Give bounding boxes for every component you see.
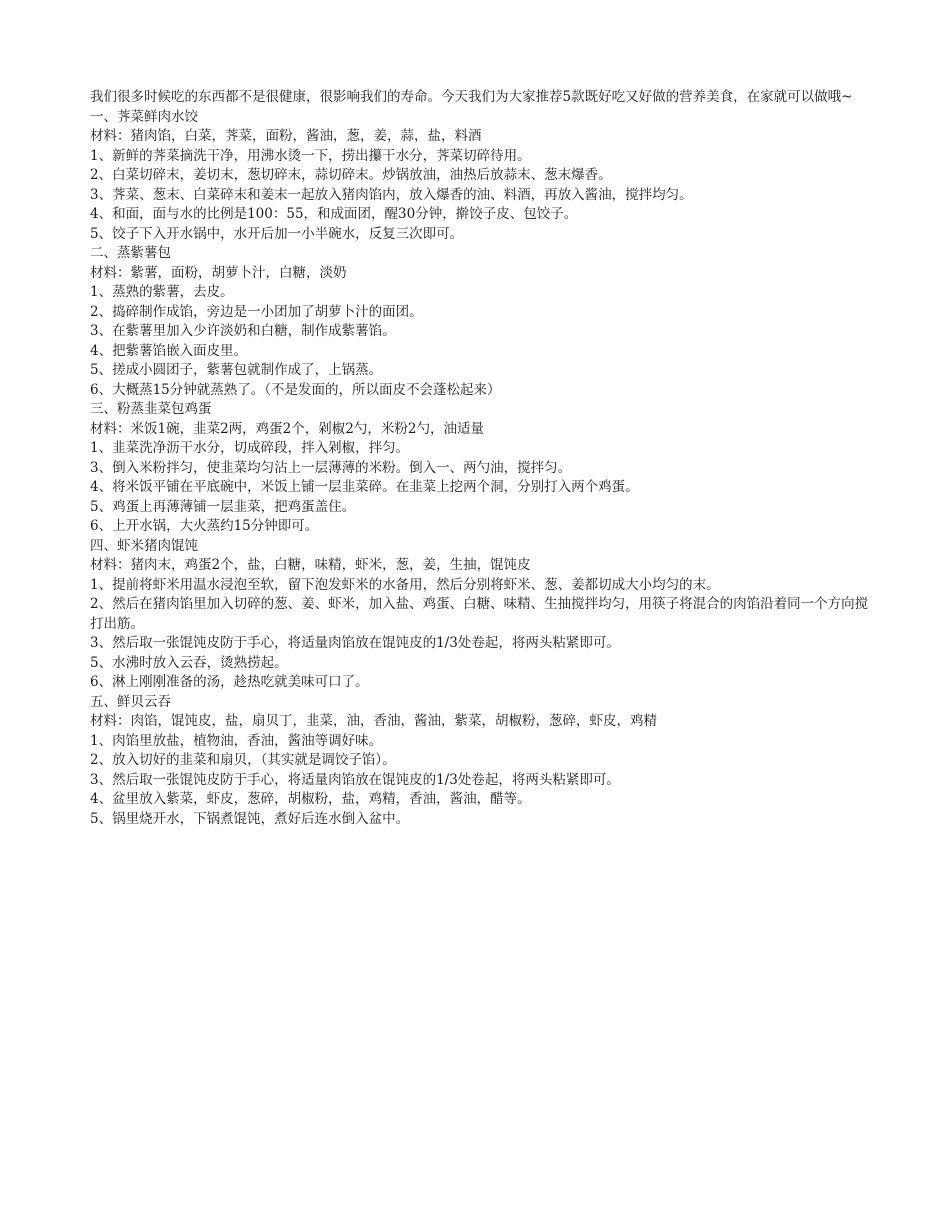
recipe-step: 6、大概蒸15分钟就蒸熟了。（不是发面的，所以面皮不会蓬松起来） <box>90 381 501 398</box>
recipe-step: 3、然后取一张馄饨皮防于手心，将适量肉馅放在馄饨皮的1/3处卷起，将两头粘紧即可。 <box>90 771 620 788</box>
recipe-step: 5、搓成小圆团子，紫薯包就制作成了，上锅蒸。 <box>90 362 383 378</box>
recipe-step: 4、盆里放入紫菜，虾皮，葱碎，胡椒粉，盐，鸡精，香油，酱油，醋等。 <box>90 791 531 807</box>
recipe-ingredients: 材料：猪肉末，鸡蛋2个，盐，白糖，味精，虾米，葱，姜，生抽，馄饨皮 <box>90 557 531 573</box>
recipe-step: 1、肉馅里放盐，植物油，香油，酱油等调好味。 <box>90 732 383 749</box>
recipe-step: 2、放入切好的韭菜和扇贝，（其实就是调饺子馅）。 <box>90 752 396 768</box>
recipe-step: 4、将米饭平铺在平底碗中，米饭上铺一层韭菜碎。在韭菜上挖两个洞，分别打入两个鸡蛋。 <box>90 479 639 495</box>
recipe-title: 三、粉蒸韭菜包鸡蛋 <box>90 401 212 417</box>
recipe-step: 5、水沸时放入云吞，烫熟捞起。 <box>90 654 288 671</box>
recipe-step: 1、新鲜的荠菜摘洗干净，用沸水烫一下，捞出攥干水分，荠菜切碎待用。 <box>90 147 531 164</box>
recipe-step: 5、锅里烧开水，下锅煮馄饨，煮好后连水倒入盆中。 <box>90 810 410 827</box>
recipe-section <box>90 244 870 400</box>
recipe-ingredients: 材料：肉馅，馄饨皮，盐，扇贝丁，韭菜，油，香油，酱油，紫菜，胡椒粉，葱碎，虾皮，鸡精 <box>90 713 657 729</box>
recipe-step: 4、和面，面与水的比例是100：55，和成面团，醒30分钟，擀饺子皮、包饺子。 <box>90 206 578 222</box>
intro-paragraph: 我们很多时候吃的东西都不是很健康，很影响我们的寿命。今天我们为大家推荐5款既好吃又好做的营养美食，在家就可以做哦~ <box>90 89 853 105</box>
recipe-step: 5、鸡蛋上再薄薄铺一层韭菜，把鸡蛋盖住。 <box>90 498 356 515</box>
document-body <box>90 88 870 829</box>
recipe-title: 一、荠菜鲜肉水饺 <box>90 108 198 125</box>
recipe-step: 3、然后取一张馄饨皮防于手心，将适量肉馅放在馄饨皮的1/3处卷起，将两头粘紧即可。 <box>90 635 620 651</box>
recipe-step: 3、在紫薯里加入少许淡奶和白糖，制作成紫薯馅。 <box>90 323 396 339</box>
recipe-step: 3、倒入米粉拌匀，使韭菜均匀沾上一层薄薄的米粉。倒入一、两勺油，搅拌匀。 <box>90 459 572 476</box>
recipe-ingredients: 材料：紫薯，面粉，胡萝卜汁，白糖，淡奶 <box>90 264 347 281</box>
recipe-section <box>90 108 870 245</box>
recipe-title: 五、鲜贝云吞 <box>90 693 171 710</box>
recipe-sections <box>90 108 870 830</box>
recipe-ingredients: 材料：猪肉馅，白菜，荠菜，面粉，酱油，葱，姜，蒜，盐，料酒 <box>90 128 482 144</box>
recipe-step: 1、韭菜洗净沥干水分，切成碎段，拌入剁椒，拌匀。 <box>90 440 410 456</box>
recipe-section <box>90 693 870 830</box>
recipe-step: 6、上开水锅，大火蒸约15分钟即可。 <box>90 518 319 534</box>
recipe-step: 2、捣碎制作成馅，旁边是一小团加了胡萝卜汁的面团。 <box>90 303 423 320</box>
recipe-title: 四、虾米猪肉馄饨 <box>90 537 198 554</box>
recipe-step: 6、淋上刚刚准备的汤，趁热吃就美味可口了。 <box>90 674 369 690</box>
recipe-step: 1、蒸熟的紫薯，去皮。 <box>90 284 234 300</box>
recipe-section <box>90 400 870 537</box>
recipe-step: 5、饺子下入开水锅中，水开后加一小半碗水，反复三次即可。 <box>90 225 464 242</box>
recipe-title: 二、蒸紫薯包 <box>90 245 171 261</box>
recipe-step: 3、荠菜、葱末、白菜碎末和姜末一起放入猪肉馅内，放入爆香的油、料酒，再放入酱油，搅拌均匀。 <box>90 186 693 203</box>
recipe-ingredients: 材料：米饭1碗，韭菜2两，鸡蛋2个，剁椒2勺，米粉2勺，油适量 <box>90 420 484 437</box>
recipe-step: 4、把紫薯馅嵌入面皮里。 <box>90 342 248 359</box>
recipe-step: 2、然后在猪肉馅里加入切碎的葱、姜、虾米，加入盐、鸡蛋、白糖、味精、生抽搅拌均匀，用筷子将混合的肉馅沿着同一个方向搅打出筋。 <box>90 596 869 632</box>
recipe-section <box>90 537 870 693</box>
recipe-step: 1、提前将虾米用温水浸泡至软，留下泡发虾米的水备用，然后分别将虾米、葱、姜都切成大小均匀的末。 <box>90 576 720 593</box>
recipe-step: 2、白菜切碎末，姜切末，葱切碎末，蒜切碎末。炒锅放油，油热后放蒜末、葱末爆香。 <box>90 167 612 183</box>
